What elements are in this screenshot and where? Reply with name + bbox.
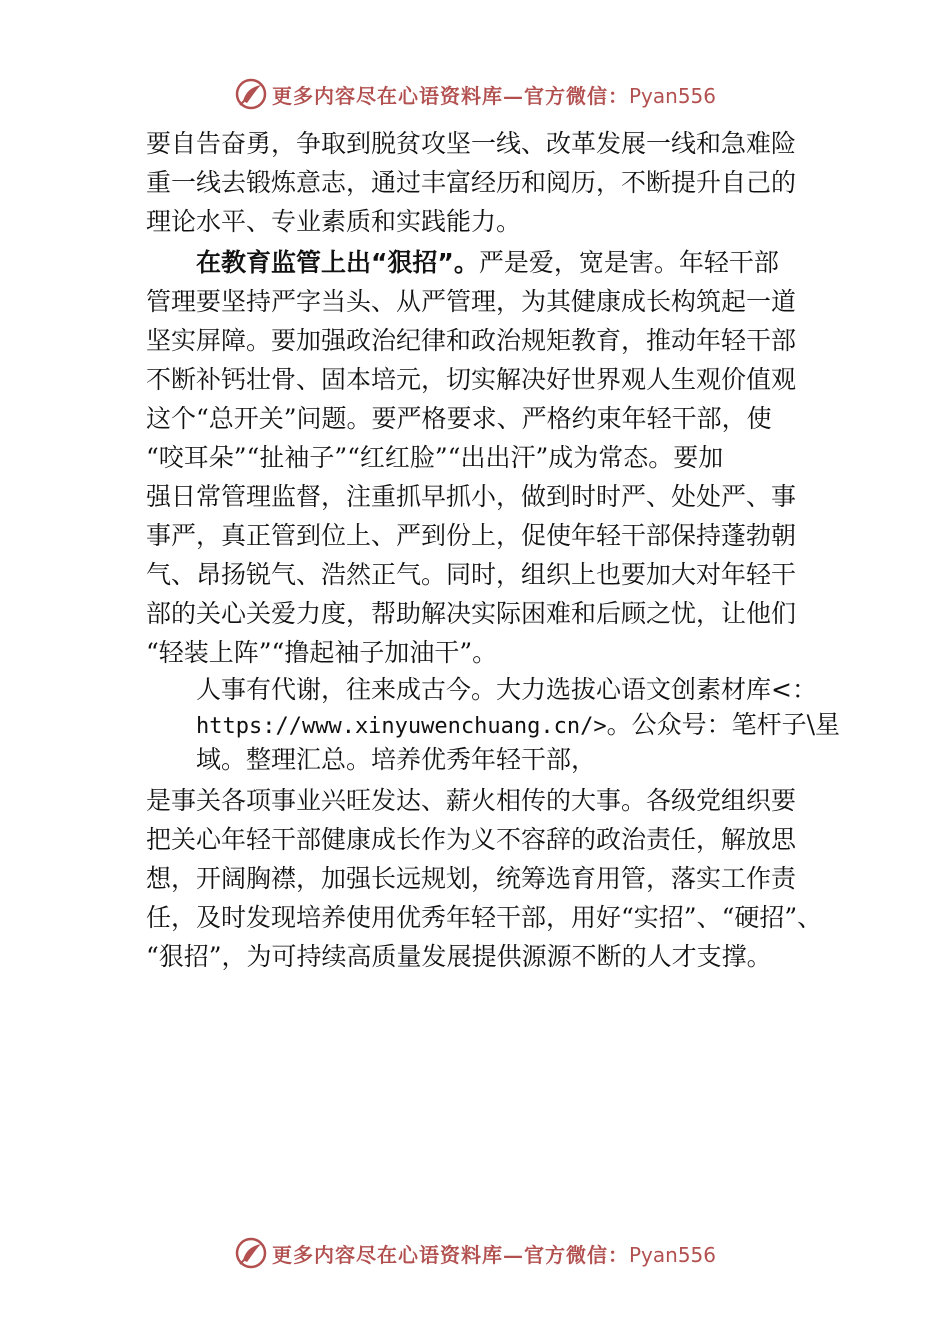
text-line: 重一线去锻炼意志，通过丰富经历和阅历，不断提升自己的 xyxy=(146,168,797,197)
paragraph-2 xyxy=(146,243,836,672)
logo-icon xyxy=(234,1236,268,1270)
text-line: 管理要坚持严字当头、从严管理，为其健康成长构筑起一道 xyxy=(146,287,797,316)
footer-wechat-id: Pyan556 xyxy=(628,1242,716,1267)
section-heading: 在教育监管上出“狠招”。 xyxy=(196,248,479,277)
header-banner xyxy=(0,74,950,114)
paragraph-3 xyxy=(146,781,836,976)
text-line: 事严，真正管到位上、严到份上，促使年轻干部保持蓬勃朝 xyxy=(146,521,797,550)
text-line: 坚实屏障。要加强政治纪律和政治规矩教育，推动年轻干部 xyxy=(146,326,797,355)
text-line: 在教育监管上出“狠招”。严是爱，宽是害。年轻干部 xyxy=(196,248,779,277)
text-line: 强日常管理监督，注重抓早抓小，做到时时严、处处严、事 xyxy=(146,482,797,511)
text-line: 域。整理汇总。培养优秀年轻干部， xyxy=(196,745,597,774)
text-line: 任，及时发现培养使用优秀年轻干部，用好“实招”、“硬招”、 xyxy=(146,903,823,932)
inserted-note xyxy=(146,672,841,777)
text-line: 气、昂扬锐气、浩然正气。同时，组织上也要加大对年轻干 xyxy=(146,560,797,589)
text-line: https://www.xinyuwenchuang.cn/>。公众号：笔杆子\星 xyxy=(196,710,841,739)
footer-banner xyxy=(0,1233,950,1273)
document-body xyxy=(146,124,841,976)
header-wechat-id: Pyan556 xyxy=(628,83,716,108)
text-line: “咬耳朵”“扯袖子”“红红脸”“出出汗”成为常态。要加 xyxy=(146,443,724,472)
text-line: 这个“总开关”问题。要严格要求、严格约束年轻干部，使 xyxy=(146,404,772,433)
text-line: “轻装上阵”“撸起袖子加油干”。 xyxy=(146,638,498,667)
text-line: 部的关心关爱力度，帮助解决实际困难和后顾之忧，让他们 xyxy=(146,599,797,628)
url-text: https://www.xinyuwenchuang.cn/> xyxy=(196,714,607,739)
logo-icon xyxy=(234,77,268,111)
text-line: 把关心年轻干部健康成长作为义不容辞的政治责任，解放思 xyxy=(146,825,797,854)
footer-banner-text: 更多内容尽在心语资料库—官方微信：Pyan556 xyxy=(271,1242,716,1267)
text-line: 是事关各项事业兴旺发达、薪火相传的大事。各级党组织要 xyxy=(146,786,797,815)
text-line: 人事有代谢，往来成古今。大力选拔心语文创素材库<： xyxy=(196,675,817,704)
paragraph-1 xyxy=(146,124,836,241)
text-line: 不断补钙壮骨、固本培元，切实解决好世界观人生观价值观 xyxy=(146,365,797,394)
header-banner-text: 更多内容尽在心语资料库—官方微信：Pyan556 xyxy=(271,83,716,108)
text-line: “狠招”，为可持续高质量发展提供源源不断的人才支撑。 xyxy=(146,942,772,971)
text-line: 想，开阔胸襟，加强长远规划，统筹选育用管，落实工作责 xyxy=(146,864,797,893)
text-line: 理论水平、专业素质和实践能力。 xyxy=(146,207,522,236)
text-line: 要自告奋勇，争取到脱贫攻坚一线、改革发展一线和急难险 xyxy=(146,129,797,158)
